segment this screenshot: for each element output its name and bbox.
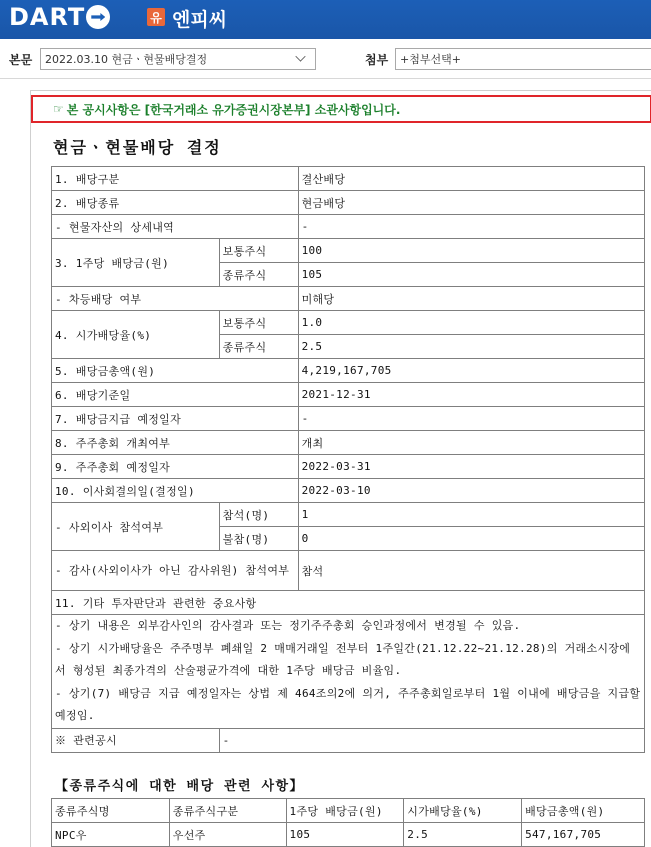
row-sublabel: 보통주식 <box>219 311 298 335</box>
company-name[interactable]: 엔피씨 <box>172 9 228 31</box>
row-value: - <box>298 407 644 431</box>
table-row <box>52 359 645 383</box>
top-header <box>0 0 651 39</box>
row-label: 11. 기타 투자판단과 관련한 중요사항 <box>52 591 645 615</box>
table-row <box>52 551 645 591</box>
row-label: 2. 배당종류 <box>52 191 299 215</box>
attach-select-value: +첨부선택+ <box>400 53 461 66</box>
logo-text: DART <box>9 3 86 31</box>
row-label: 1. 배당구분 <box>52 167 299 191</box>
table-row <box>52 823 645 847</box>
row-value: 결산배당 <box>298 167 644 191</box>
body-select-value: 2022.03.10 현금ㆍ현물배당결정 <box>45 53 208 66</box>
row-label: 9. 주주총회 예정일자 <box>52 455 299 479</box>
row-label: - 현물자산의 상세내역 <box>52 215 299 239</box>
chevron-down-icon <box>295 51 305 61</box>
body-select[interactable] <box>40 48 316 70</box>
row-label: - 차등배당 여부 <box>52 287 299 311</box>
document-viewer <box>30 90 651 847</box>
row-label: 3. 1주당 배당금(원) <box>52 239 220 287</box>
row-value: 2022-03-10 <box>298 479 644 503</box>
row-value: - <box>298 215 644 239</box>
preferred-dividend-table <box>51 798 645 847</box>
row-value: 1.0 <box>298 311 644 335</box>
body-label: 본문 <box>9 53 33 67</box>
row-sublabel: 종류주식 <box>219 263 298 287</box>
dividend-table <box>51 166 645 753</box>
dart-logo[interactable] <box>9 4 110 30</box>
table-row <box>52 479 645 503</box>
row-label: ※ 관련공시 <box>52 728 220 752</box>
column-header: 종류주식구분 <box>169 799 286 823</box>
row-value: 현금배당 <box>298 191 644 215</box>
table-row <box>52 311 645 335</box>
notice-text: 본 공시사항은 [한국거래소 유가증권시장본부] 소관사항입니다. <box>66 102 401 117</box>
table-header-row <box>52 799 645 823</box>
row-value: 4,219,167,705 <box>298 359 644 383</box>
table-row <box>52 503 645 527</box>
table-row <box>52 239 645 263</box>
table-cell: 2.5 <box>404 823 522 847</box>
table-row <box>52 215 645 239</box>
logo-arrow-icon <box>86 5 110 29</box>
row-sublabel: 종류주식 <box>219 335 298 359</box>
jurisdiction-notice <box>31 95 651 123</box>
row-label: 4. 시가배당율(%) <box>52 311 220 359</box>
row-value: 0 <box>298 527 644 551</box>
table-row <box>52 191 645 215</box>
row-value: 개최 <box>298 431 644 455</box>
note-line: - 상기 내용은 외부감사인의 감사결과 또는 정기주주총회 승인과정에서 변경될 수 있음. <box>55 619 521 632</box>
table-row <box>52 287 645 311</box>
row-value: 105 <box>298 263 644 287</box>
row-value: 1 <box>298 503 644 527</box>
row-label: 8. 주주총회 개최여부 <box>52 431 299 455</box>
row-sublabel: 불참(명) <box>219 527 298 551</box>
row-label: 10. 이사회결의일(결정일) <box>52 479 299 503</box>
document-toolbar <box>0 39 651 79</box>
column-header: 배당금총액(원) <box>522 799 645 823</box>
row-value: 미해당 <box>298 287 644 311</box>
table-row <box>52 407 645 431</box>
table-row <box>52 728 645 752</box>
attach-label: 첨부 <box>365 53 389 67</box>
table-row <box>52 591 645 615</box>
column-header: 1주당 배당금(원) <box>286 799 404 823</box>
column-header: 시가배당율(%) <box>404 799 522 823</box>
table-cell: 105 <box>286 823 404 847</box>
attach-select[interactable] <box>395 48 651 70</box>
row-value: 2022-03-31 <box>298 455 644 479</box>
row-sublabel: 참석(명) <box>219 503 298 527</box>
table-cell: 우선주 <box>169 823 286 847</box>
row-value: 참석 <box>298 551 644 591</box>
note-line: - 상기 시가배당율은 주주명부 폐쇄일 2 매매거래일 전부터 1주일간(21.12.22~21.12.28)의 거래소시장에서 형성된 최종가격의 산술평균가격에 대한 1주당 배당금 비율임. <box>55 641 631 677</box>
notes-cell <box>52 615 645 729</box>
row-label: - 사외이사 참석여부 <box>52 503 220 551</box>
table-row <box>52 167 645 191</box>
table-row <box>52 383 645 407</box>
table-cell: 547,167,705 <box>522 823 645 847</box>
row-value: 2021-12-31 <box>298 383 644 407</box>
table-cell: NPC우 <box>52 823 170 847</box>
row-sublabel: 보통주식 <box>219 239 298 263</box>
row-label: 7. 배당금지급 예정일자 <box>52 407 299 431</box>
note-line: - 상기(7) 배당금 지급 예정일자는 상법 제 464조의2에 의거, 주주총회일로부터 1월 이내에 배당금을 지급할 예정임. <box>55 686 641 722</box>
row-label: 6. 배당기준일 <box>52 383 299 407</box>
preferred-section-title: 【종류주식에 대한 배당 관련 사항】 <box>55 779 305 794</box>
row-value: 100 <box>298 239 644 263</box>
pointing-hand-icon: ☞ <box>53 102 64 116</box>
table-row <box>52 615 645 729</box>
table-row <box>52 455 645 479</box>
page-title: 현금ㆍ현물배당 결정 <box>53 138 222 157</box>
row-value: 2.5 <box>298 335 644 359</box>
row-label: - 감사(사외이사가 아닌 감사위원) 참석여부 <box>52 551 299 591</box>
column-header: 종류주식명 <box>52 799 170 823</box>
table-row <box>52 431 645 455</box>
market-badge: 유 <box>147 8 165 26</box>
row-label: 5. 배당금총액(원) <box>52 359 299 383</box>
related-disclosure-link[interactable]: - <box>219 728 644 752</box>
